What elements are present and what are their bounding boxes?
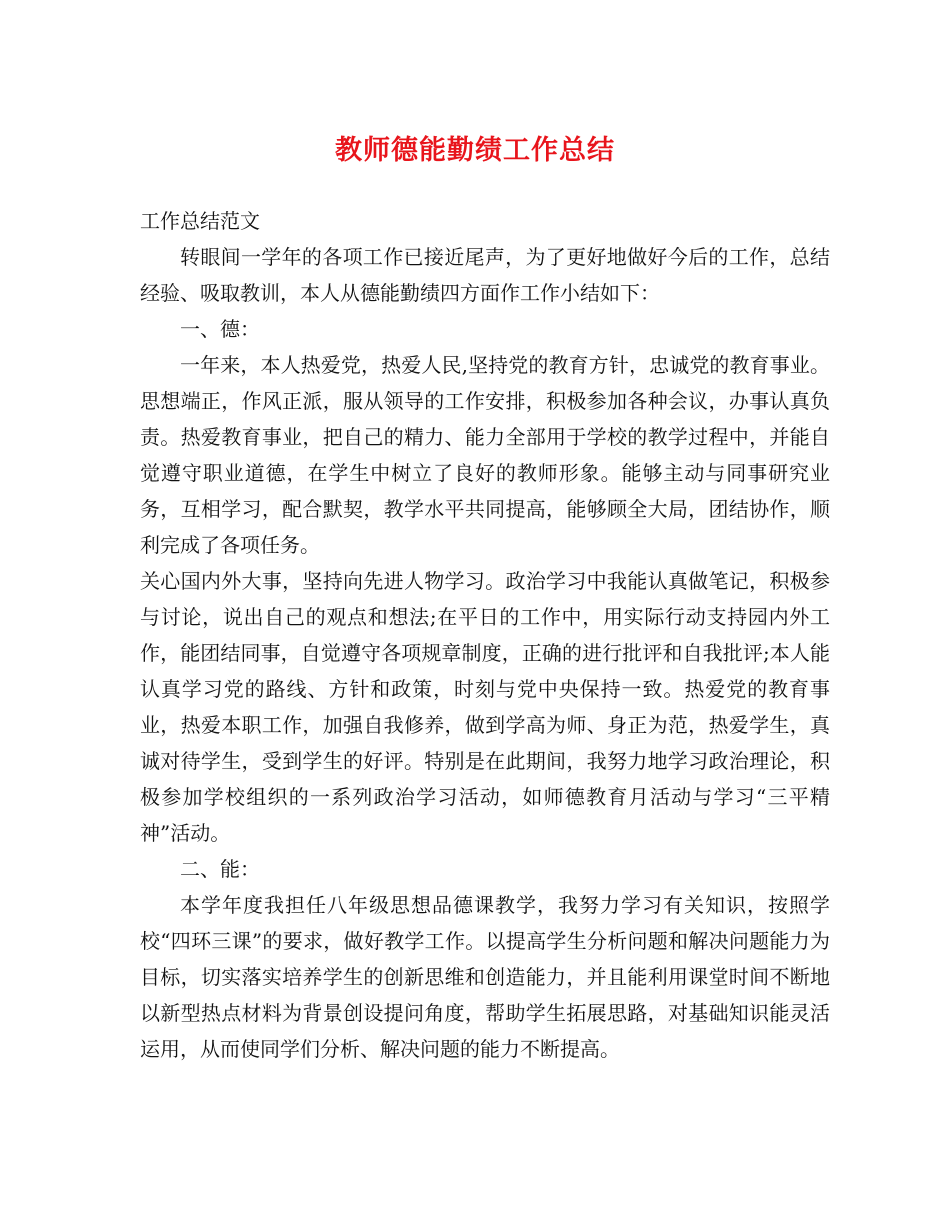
document-title: 教师德能勤绩工作总结 (335, 135, 615, 166)
paragraph-de-2: 关心国内外大事，坚持向先进人物学习。政治学习中我能认真做笔记，积极参与讨论，说出自己的观点和想法;在平日的工作中，用实际行动支持园内外工作，能团结同事，自觉遵守各项规章制度，正确的进行批评和自我批评;本人能认真学习党的路线、方针和政策，时刻与党中央保持一致。热爱党的教育事业，热爱本职工作，加强自我修养，做到学高为师、身正为范，热爱学生，真诚对待学生，受到学生的好评。特别是在此期间，我努力地学习政治理论，积极参加学校组织的一系列政治学习活动，如师德教育月活动与学习“三平精神”活动。 (140, 569, 830, 845)
paragraph-de-1: 一年来，本人热爱党，热爱人民,坚持党的教育方针，忠诚党的教育事业。思想端正，作风正派，服从领导的工作安排，积极参加各种会议，办事认真负责。热爱教育事业，把自己的精力、能力全部用于学校的教学过程中，并能自觉遵守职业道德，在学生中树立了良好的教师形象。能够主动与同事研究业务，互相学习，配合默契，教学水平共同提高，能够顾全大局，团结协作，顺利完成了各项任务。 (140, 353, 830, 557)
section-heading-de: 一、德： (180, 317, 260, 341)
document-body (140, 203, 830, 1067)
document-subtitle: 工作总结范文 (140, 209, 260, 233)
paragraph-neng-1: 本学年度我担任八年级思想品德课教学，我努力学习有关知识，按照学校“四环三课”的要求，做好教学工作。以提高学生分析问题和解决问题能力为目标，切实落实培养学生的创新思维和创造能力，并且能利用课堂时间不断地以新型热点材料为背景创设提问角度，帮助学生拓展思路，对基础知识能灵活运用，从而使同学们分析、解决问题的能力不断提高。 (140, 893, 830, 1061)
paragraph-intro: 转眼间一学年的各项工作已接近尾声，为了更好地做好今后的工作，总结经验、吸取教训，本人从德能勤绩四方面作工作小结如下： (140, 245, 830, 305)
section-heading-neng: 二、能： (180, 857, 260, 881)
